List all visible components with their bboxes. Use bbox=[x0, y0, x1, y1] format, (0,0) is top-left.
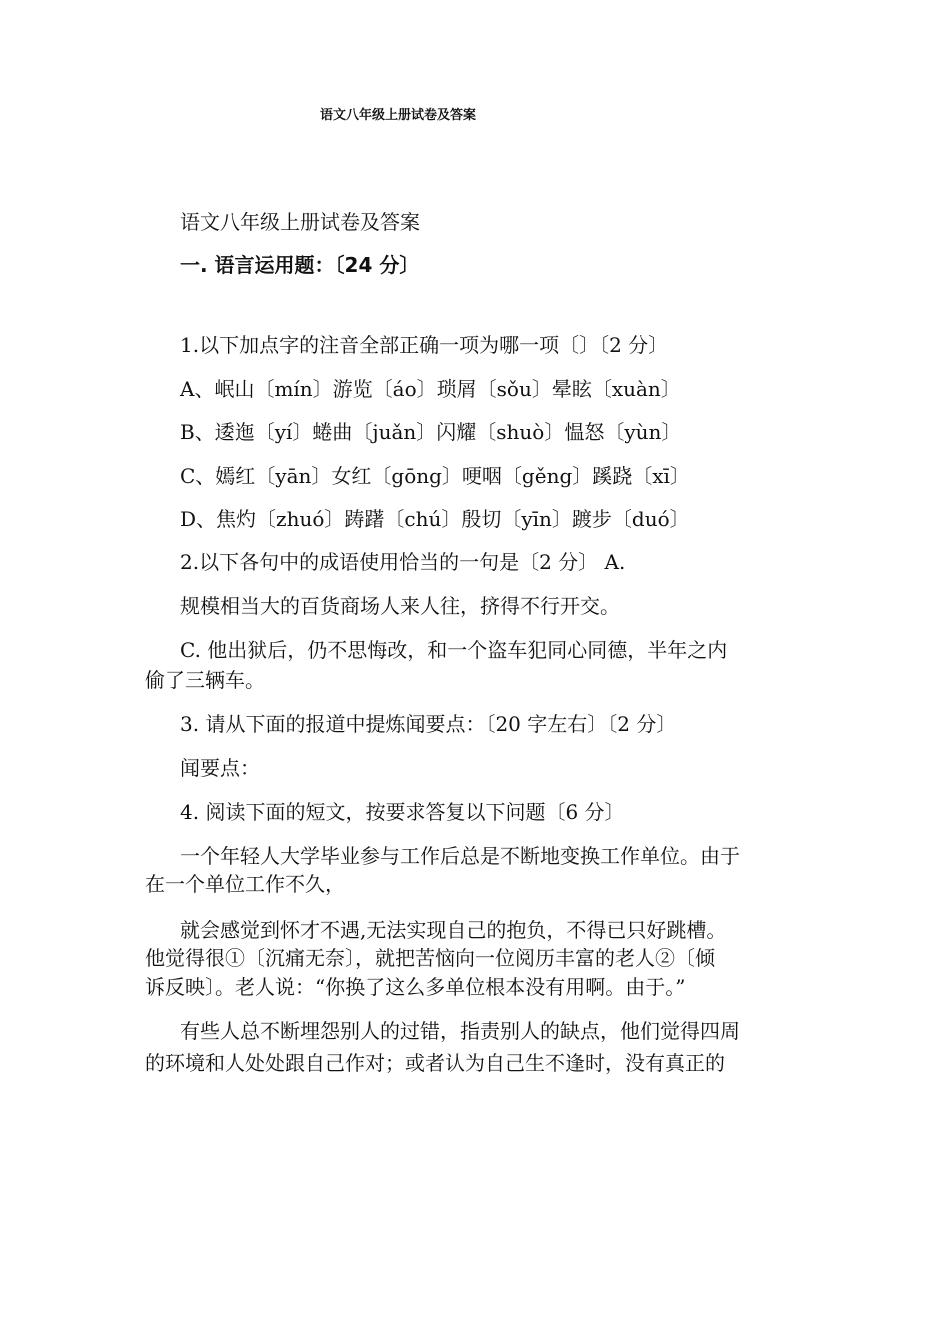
question-4-stem: 4. 阅读下面的短文，按要求答复以下问题〔6 分〕 bbox=[180, 800, 625, 824]
option-c: C、嫣红〔yān〕女红〔gōng〕哽咽〔gěng〕蹊跷〔xī〕 bbox=[180, 464, 690, 488]
question-1-stem: 1.以下加点字的注音全部正确一项为哪一项〔〕〔2 分〕 bbox=[180, 333, 669, 357]
passage-paragraph-2-cont: 他觉得很①〔沉痛无奈〕，就把苦恼向一位阅历丰富的老人②〔倾 bbox=[145, 946, 715, 970]
passage-paragraph-2-cont: 诉反映〕。老人说：“你换了这么多单位根本没有用啊。由于。” bbox=[145, 975, 686, 999]
option-d: D、焦灼〔zhuó〕踌躇〔chú〕殷切〔yīn〕踱步〔duó〕 bbox=[180, 507, 690, 531]
option-b: B、逶迤〔yí〕蜷曲〔juǎn〕闪耀〔shuò〕愠怒〔yùn〕 bbox=[180, 420, 682, 444]
question-3-stem: 3. 请从下面的报道中提炼闻要点：〔20 字左右〕〔2 分〕 bbox=[180, 712, 677, 736]
question-2-option-c: C. 他出狱后，仍不思悔改，和一个盗车犯同心同德，半年之内 bbox=[180, 638, 728, 662]
question-2-option-a: 规模相当大的百货商场人来人往，挤得不行开交。 bbox=[180, 594, 620, 618]
section-heading: 一. 语言运用题：〔24 分〕 bbox=[180, 253, 420, 277]
question-3-answer-label: 闻要点： bbox=[180, 756, 260, 780]
question-2-stem: 2.以下各句中的成语使用恰当的一句是〔2 分〕 A. bbox=[180, 550, 626, 574]
passage-paragraph-3-cont: 的环境和人处处跟自己作对；或者认为自己生不逢时，没有真正的 bbox=[145, 1051, 725, 1075]
document-title: 语文八年级上册试卷及答案 bbox=[180, 210, 420, 234]
passage-paragraph-1-cont: 在一个单位工作不久， bbox=[145, 872, 345, 896]
passage-paragraph-3: 有些人总不断埋怨别人的过错，指责别人的缺点，他们觉得四周 bbox=[180, 1019, 740, 1043]
passage-paragraph-1: 一个年轻人大学毕业参与工作后总是不断地变换工作单位。由于 bbox=[180, 844, 740, 868]
passage-paragraph-2: 就会感觉到怀才不遇,无法实现自己的抱负，不得已只好跳槽。 bbox=[180, 918, 727, 942]
page-header: 语文八年级上册试卷及答案 bbox=[320, 108, 477, 123]
question-2-option-c-cont: 偷了三辆车。 bbox=[145, 668, 265, 692]
option-a: A、岷山〔mín〕游览〔áo〕琐屑〔sǒu〕晕眩〔xuàn〕 bbox=[180, 377, 681, 401]
